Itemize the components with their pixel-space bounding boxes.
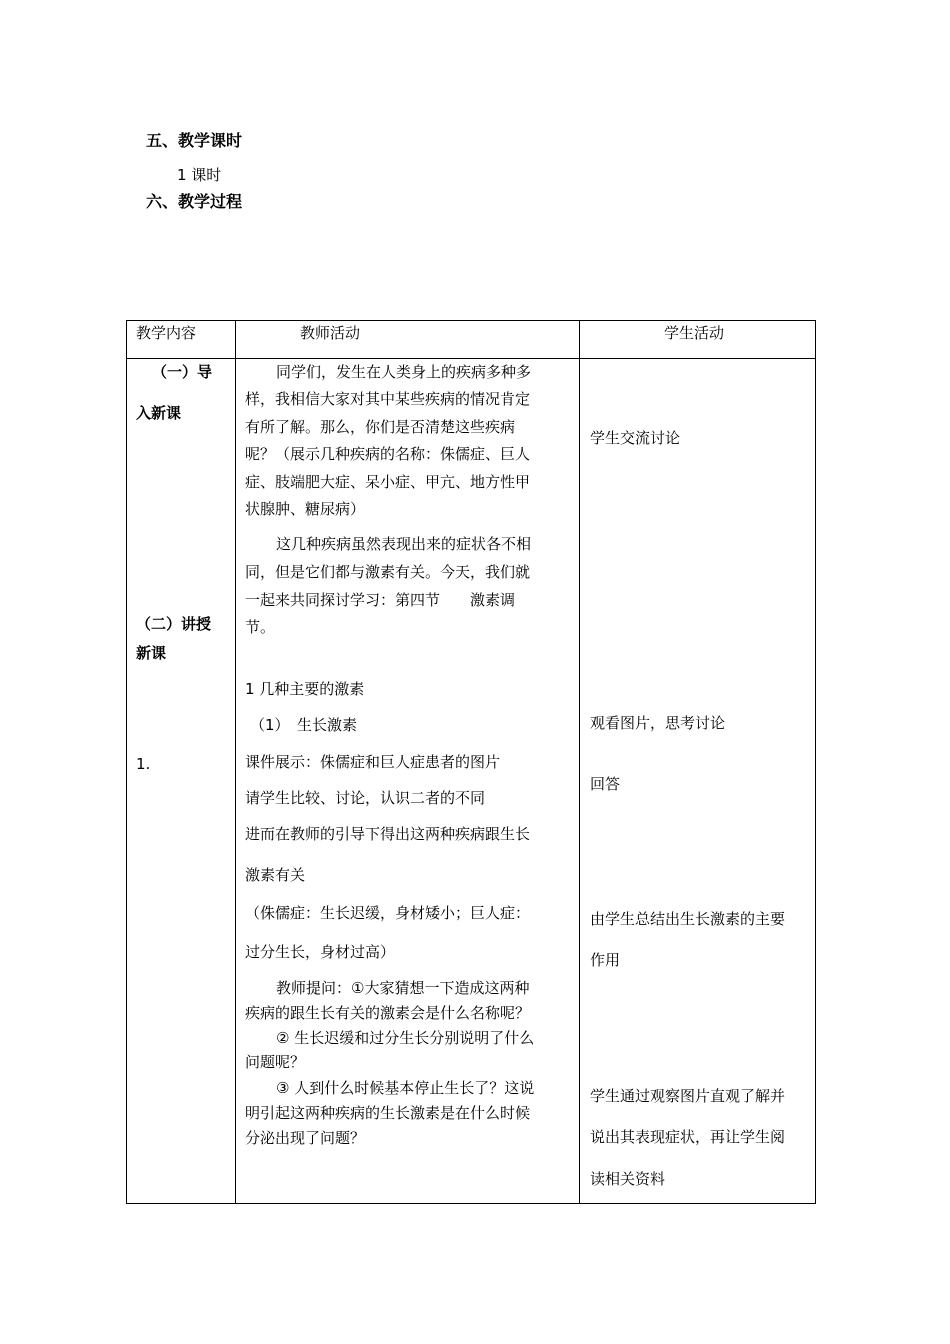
table-bottom-border [126, 1203, 816, 1204]
teacher-p2-line: 节。 [245, 618, 276, 636]
teacher-question-line: 教师提问：①大家猜想一下造成这两种 [276, 979, 530, 997]
header-student: 学生活动 [664, 324, 725, 342]
content-intro-line2: 入新课 [136, 404, 182, 422]
student-activity: 观看图片，思考讨论 [590, 714, 726, 732]
teacher-question-line: 问题呢？ [245, 1053, 306, 1071]
student-activity: 学生交流讨论 [590, 429, 681, 447]
teacher-question-line: 分泌出现了问题？ [245, 1129, 366, 1147]
content-item1: 1. [136, 755, 151, 773]
teacher-p1-line: 症、肢端肥大症、呆小症、甲亢、地方性甲 [245, 473, 531, 491]
teacher-line: 激素有关 [245, 866, 306, 884]
student-activity: 读相关资料 [590, 1170, 666, 1188]
header-content: 教学内容 [136, 324, 197, 342]
table-top-border [126, 320, 816, 321]
table-col-divider-1 [235, 320, 236, 1204]
teacher-line: 课件展示：侏儒症和巨人症患者的图片 [245, 753, 501, 771]
teacher-line: 请学生比较、讨论，认识二者的不同 [245, 789, 486, 807]
table-header-divider [126, 358, 816, 359]
table-col-divider-2 [579, 320, 580, 1204]
teacher-line: （侏儒症：生长迟缓，身材矮小；巨人症： [245, 904, 531, 922]
teacher-growth-hormone: （1） 生长激素 [250, 716, 358, 734]
section5-content: 1 课时 [177, 166, 222, 184]
student-activity: 说出其表现症状，再让学生阅 [590, 1128, 786, 1146]
teacher-p2-line: 同，但是它们都与激素有关。今天，我们就 [245, 563, 531, 581]
content-teach-line2: 新课 [136, 644, 167, 662]
teacher-p1-line: 状腺肿、糖尿病） [245, 500, 366, 518]
student-activity: 回答 [590, 775, 621, 793]
student-activity: 由学生总结出生长激素的主要 [590, 910, 786, 928]
section5-heading: 五、教学课时 [146, 131, 243, 150]
teacher-line: 过分生长，身材过高） [245, 943, 396, 961]
teacher-question-line: 疾病的跟生长有关的激素会是什么名称呢？ [245, 1004, 531, 1022]
content-intro-line1: （一）导 [152, 363, 213, 381]
teacher-p1-line: 样，我相信大家对其中某些疾病的情况肯定 [245, 390, 531, 408]
teacher-question-line: ② 生长迟缓和过分生长分别说明了什么 [276, 1029, 535, 1047]
teacher-p2-line: 一起来共同探讨学习：第四节 激素调 [245, 591, 516, 609]
section6-heading: 六、教学过程 [146, 192, 243, 211]
student-activity: 学生通过观察图片直观了解并 [590, 1087, 786, 1105]
teacher-p2-line: 这几种疾病虽然表现出来的症状各不相 [276, 535, 532, 553]
teacher-question-line: 明引起这两种疾病的生长激素是在什么时候 [245, 1104, 531, 1122]
header-teacher: 教师活动 [300, 324, 361, 342]
student-activity: 作用 [590, 951, 621, 969]
table-right-border [815, 320, 816, 1204]
teacher-p1-line: 呢？（展示几种疾病的名称：侏儒症、巨人 [245, 445, 531, 463]
teacher-p1-line: 有所了解。那么，你们是否清楚这些疾病 [245, 418, 516, 436]
content-teach-line1: （二）讲授 [136, 615, 212, 633]
teacher-question-line: ③ 人到什么时候基本停止生长了？这说 [276, 1079, 535, 1097]
teacher-p1-line: 同学们，发生在人类身上的疾病多种多 [276, 363, 532, 381]
table-left-border [126, 320, 127, 1204]
teacher-line: 进而在教师的引导下得出这两种疾病跟生长 [245, 825, 531, 843]
teacher-subheading: 1 几种主要的激素 [245, 680, 365, 698]
